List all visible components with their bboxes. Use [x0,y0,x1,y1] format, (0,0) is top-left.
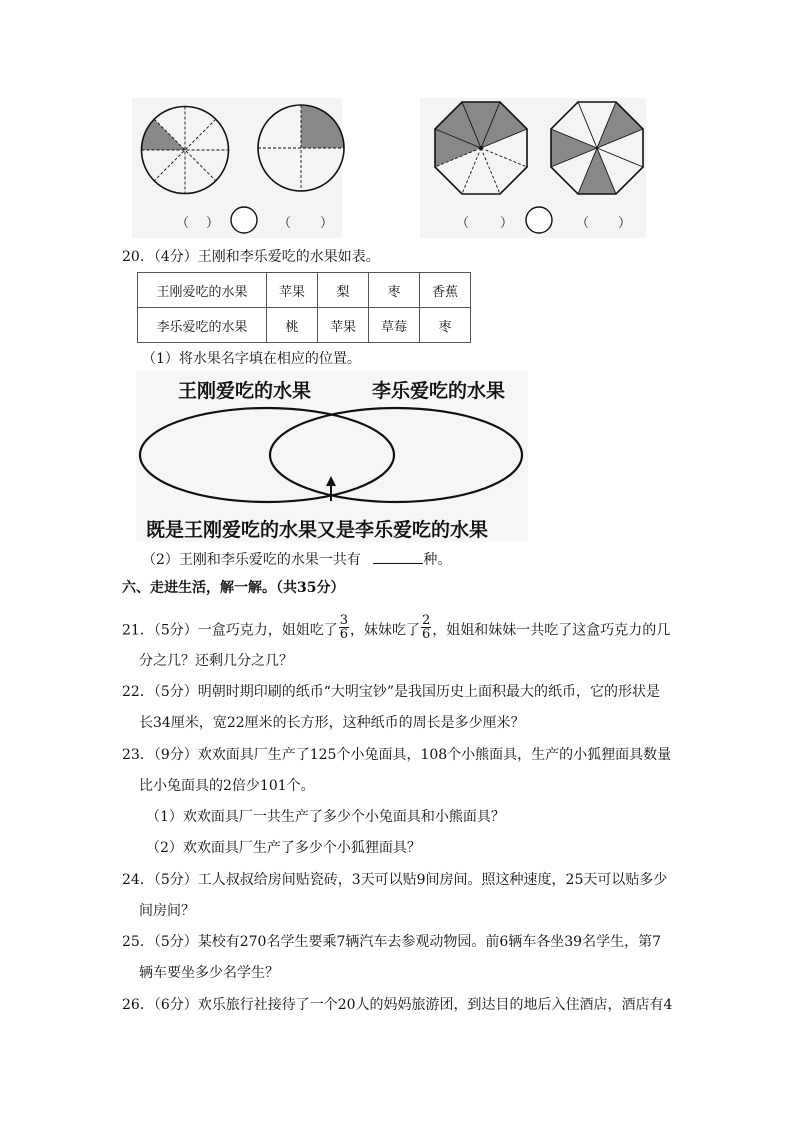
table-cell: 香蕉 [420,273,471,308]
compare-circle-right[interactable] [526,207,552,233]
q26-line1: 26．（6分）欢乐旅行社接待了一个20人的妈妈旅游团，到达目的地后入住酒店，酒店有4 [122,997,673,1013]
q21-suffix: ，姐姐和妹妹一共吃了这盒巧克力的几 [432,622,671,639]
fraction-numerator: 3 [339,613,349,628]
q20-part2-suffix: 种。 [423,552,452,568]
answer-paren-open-3: （ [456,216,470,231]
table-cell: 桃 [267,308,318,343]
fraction-denominator: 6 [339,627,349,642]
table-cell: 苹果 [318,308,369,343]
venn-left-label: 王刚爱吃的水果 [178,380,312,402]
table-cell: 梨 [318,273,369,308]
venn-right-label: 李乐爱吃的水果 [372,380,506,402]
fraction-numerator: 2 [422,613,431,628]
q20-part1: （1）将水果名字填在相应的位置。 [142,351,361,367]
table-row [138,273,471,308]
q21-mid: ，妹妹吃了 [350,622,421,639]
table-cell: 草莓 [369,308,420,343]
fraction-denominator: 6 [422,627,431,642]
q20-part2 [142,549,451,570]
table-row [138,308,471,343]
answer-paren-close-4: ） [618,216,632,231]
answer-paren-close-2: ） [320,216,334,231]
fraction-2-6 [421,614,431,641]
answer-paren-open-2: （ [278,216,292,231]
q22-line1: 22．（5分）明朝时期印刷的纸币“大明宝钞”是我国历史上面积最大的纸币，它的形状是 [122,684,661,700]
q21-prefix: 21．（5分）一盒巧克力，姐姐吃了 [122,622,338,639]
q22-line2: 长34厘米，宽22厘米的长方形，这种纸币的周长是多少厘米？ [139,715,525,731]
table-cell: 苹果 [267,273,318,308]
section-title: 六、走进生活，解一解。（共35分） [122,580,345,596]
q24-line1: 24．（5分）工人叔叔给房间贴瓷砖，3天可以贴9间房间。照这种速度，25天可以贴多少 [122,872,668,888]
compare-circle-left[interactable] [231,207,257,233]
answer-paren-close-1: ） [206,216,220,231]
table-cell: 枣 [420,308,471,343]
venn-bottom-label: 既是王刚爱吃的水果又是李乐爱吃的水果 [146,519,489,541]
q21-line2: 分之几？还剩几分之几？ [139,653,293,669]
q23-line2: 比小兔面具的2倍少101个。 [139,778,315,794]
answer-paren-open-1: （ [176,216,190,231]
arrow-head-icon [326,476,336,486]
answer-blank[interactable] [373,549,423,564]
q25-line2: 辆车要坐多少名学生？ [139,965,279,981]
q20-header: 20．（4分）王刚和李乐爱吃的水果如表。 [122,249,380,265]
table-cell: 枣 [369,273,420,308]
q25-line1: 25．（5分）某校有270名学生要乘7辆汽车去参观动物园。前6辆车各坐39名学生，第7 [122,934,661,950]
answer-paren-open-4: （ [576,216,590,231]
q20-part2-prefix: （2）王刚和李乐爱吃的水果一共有 [142,552,361,568]
table-cell: 李乐爱吃的水果 [138,308,267,343]
venn-left-ellipse [140,408,394,502]
fruit-table [137,272,471,343]
venn-right-ellipse [270,408,522,502]
table-cell: 王刚爱吃的水果 [138,273,267,308]
q23-part2: （2）欢欢面具厂生产了多少个小狐狸面具？ [146,840,421,856]
q23-part1: （1）欢欢面具厂一共生产了多少个小兔面具和小熊面具？ [146,809,505,825]
fraction-3-6 [339,614,349,641]
answer-paren-close-3: ） [500,216,514,231]
venn-diagram [136,370,528,542]
q23-line1: 23．（9分）欢欢面具厂生产了125个小兔面具，108个小熊面具，生产的小狐狸面具数量 [122,747,672,763]
q24-line2: 间房间？ [139,903,195,919]
q21-line1 [122,613,671,644]
